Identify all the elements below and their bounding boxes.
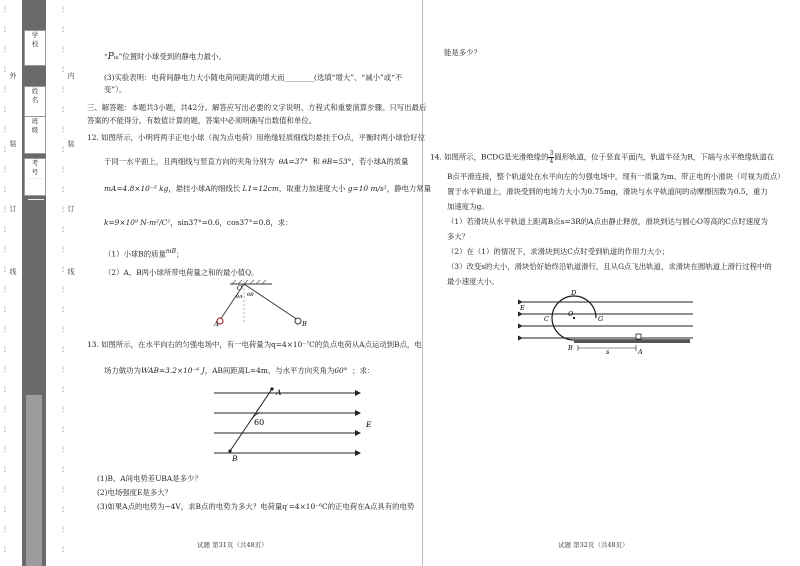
label-e: E [520, 304, 525, 312]
theta-b: θB=53° [322, 157, 352, 166]
field-label-school-2: 校 [31, 40, 39, 48]
field-label-exam-1: 考 [31, 159, 39, 167]
label-angle: 60 [254, 418, 265, 427]
q11-line1: “Pm”位置时小球受到的静电力最小。 [104, 52, 226, 62]
field-label-name-2: 名 [31, 96, 39, 104]
q14-sub1b: 多大？ [447, 232, 470, 241]
label-a: A [638, 348, 643, 356]
math-p: P [107, 52, 114, 62]
slider-block [636, 334, 641, 339]
right-page [430, 0, 790, 566]
circular-track [552, 296, 574, 340]
q14-line3: 置于水平轨道上，滑块受到的电场力大小为0.75mg，滑块与水平轨道间的动摩擦因数为0.5，重力 [447, 187, 768, 196]
q13-line2: 场力做功为WAB=3.2×10⁻⁶ J，AB间距离L=4m，与水平方向夹角为60° ；求： [104, 366, 375, 375]
binding-strip-lower [26, 395, 42, 566]
side-word: 装 [9, 140, 17, 149]
q12-line4: k=9×10⁹ N·m²/C²，sin37°=0.6，cos37°=0.8，求： [104, 218, 293, 227]
q14-sub1: （1）若滑块从水平轨道上距离B点s=3R的A点由静止释放，滑块到达与圆心O等高的C点时速度为 [447, 217, 768, 226]
q12-line2: 于同一水平面上，且两细线与竖直方向的夹角分别为 θA=37° 和 θB=53°，若小球A的质量 [104, 157, 409, 166]
theta-a: θA=37° [278, 157, 308, 166]
q13-line1: 13. 如图所示，在水平向右的匀强电场中，有一电荷量为q=4×10⁻⁷C的负点电荷从A点运动到B点，电 [87, 340, 422, 349]
side-word: 订 [9, 205, 17, 214]
q13-sub3: (3)如果A点的电势为−4V，求B点的电势为多大？电荷量q′=4×10⁻⁶C的正电荷在A点具有的电势 [97, 502, 415, 511]
top-line: 能是多少？ [444, 48, 481, 57]
ball-b [295, 318, 301, 324]
q13-figure [210, 385, 390, 465]
label-a: A [214, 320, 219, 328]
label-o: O [568, 310, 574, 318]
label-theta-b: θB [247, 292, 254, 298]
q11-line2: (3)实验表明：电荷间静电力大小随电荷间距离的增大而________(选填“增大”、“减小”或“不 [104, 73, 403, 82]
gravity: g=10 m/s² [347, 184, 387, 193]
circular-track-top [574, 296, 596, 318]
field-label-school-1: 学 [31, 31, 39, 39]
label-d: D [571, 290, 577, 297]
label-g: G [598, 315, 604, 323]
label-b: B [302, 320, 307, 328]
thread-b [244, 284, 298, 320]
q14-line2: B点平滑连接，整个轨道处在水平向左的匀强电场中。现有一质量为m、带正电的小滑块（可视为质点） [447, 172, 785, 181]
side-word: 线 [67, 268, 75, 277]
q14-line4: 加速度为g。 [447, 202, 489, 211]
page-divider [422, 0, 423, 566]
side-word: 订 [67, 205, 75, 214]
q13-sub2: (2)电场强度E是多大？ [97, 488, 172, 497]
q12-sub1: （1）小球B的质量$^{mB}$； [104, 248, 184, 259]
q12-line3: mA=4.8×10⁻³ kg，悬挂小球A的细线长 L1=12cm，取重力加速度大小 g=10 m/s²，静电力常量 [104, 184, 432, 193]
field-label-exam-2: 号 [31, 168, 39, 176]
side-word: 内 [67, 72, 75, 81]
section3-line1: 三、解答题：本题共3小题，共42分。解答应写出必要的文字说明、方程式和重要演算步骤。只写出最后 [87, 103, 427, 112]
label-a: A [276, 388, 282, 397]
right-footer: 试题 第32页（共48页） [558, 541, 629, 549]
side-word: 外 [9, 72, 17, 81]
mass-b: mB [165, 248, 176, 255]
q12-line1: 12. 如图所示，小明将两手正电小球（视为点电荷）用绝缘轻质细线均悬挂于O点，平衡时两小球恰好位 [87, 133, 425, 142]
length-l1: L1=12cm [242, 184, 279, 193]
q12-figure [210, 276, 320, 332]
field-box-school [24, 30, 46, 66]
q14-sub3b: 最小速度大小。 [447, 277, 499, 286]
q14-line1: 14. 如图所示，BCDG是光滑绝缘的$\frac{3}{4}$圆形轨道，位于竖直平面内，轨道半径为R，下端与水平绝缘轨道在 [430, 150, 775, 165]
left-page [82, 0, 432, 566]
track-base [574, 340, 690, 343]
label-c: C [544, 315, 549, 323]
point-b [228, 449, 231, 452]
segment-ab [230, 389, 272, 451]
fraction-3-4: $\frac{3}{4}$ [549, 150, 554, 165]
section3-line2: 答案的不能得分。有数值计算的题，答案中必须明确写出数值和单位。 [87, 116, 317, 125]
q11-line3: 变”）。 [104, 85, 127, 94]
side-word: 线 [9, 268, 17, 277]
field-label-name-1: 姓 [31, 87, 39, 95]
label-b: B [232, 454, 238, 463]
left-footer: 试题 第31页（共48页） [197, 541, 268, 549]
inner-dotted-border: ⋮ ⋮ ⋮ ⋮ ⋮ ⋮ ⋮ ⋮ ⋮ ⋮ ⋮ ⋮ ⋮ ⋮ ⋮ ⋮ ⋮ ⋮ ⋮ ⋮ ⋮ ⋮ ⋮ ⋮ ⋮ ⋮ ⋮ ⋮ [60, 6, 66, 553]
coulomb-constant: k=9×10⁹ N·m²/C² [104, 218, 171, 227]
label-b: B [568, 344, 573, 352]
angle-60: 60° [334, 366, 348, 375]
side-word: 装 [67, 140, 75, 149]
q12-sub2: （2）A、B两小球所带电荷量之和的最小值Q。 [104, 268, 259, 277]
field-label-class-2: 级 [31, 126, 39, 134]
label-theta-a: θA [236, 294, 243, 300]
label-o: O [237, 284, 243, 292]
q13-sub1: (1)B、A间电势差UBA是多少？ [97, 474, 202, 483]
field-label-class-1: 班 [31, 117, 39, 125]
q14-sub3: （3）改变s的大小，滑块恰好始终沿轨道滑行，且从G点飞出轨道，求滑块在圆轨道上滑行过程中的 [447, 262, 772, 271]
field-lines [28, 178, 44, 200]
q14-sub2: （2）在（1）的情况下，求滑块到达C点时受到轨道的作用力大小； [447, 247, 669, 256]
left-dotted-border: ⋮ ⋮ ⋮ ⋮ ⋮ ⋮ ⋮ ⋮ ⋮ ⋮ ⋮ ⋮ ⋮ ⋮ ⋮ ⋮ ⋮ ⋮ ⋮ ⋮ ⋮ ⋮ ⋮ ⋮ ⋮ ⋮ ⋮ ⋮ [2, 6, 8, 553]
label-s: s [606, 348, 610, 356]
point-a [270, 387, 273, 390]
field-box-class [24, 116, 46, 154]
mass-a: mA=4.8×10⁻³ kg [104, 184, 169, 193]
work-ab: WAB=3.2×10⁻⁶ J [140, 366, 205, 375]
label-e: E [366, 420, 372, 429]
q14-figure [518, 290, 698, 362]
